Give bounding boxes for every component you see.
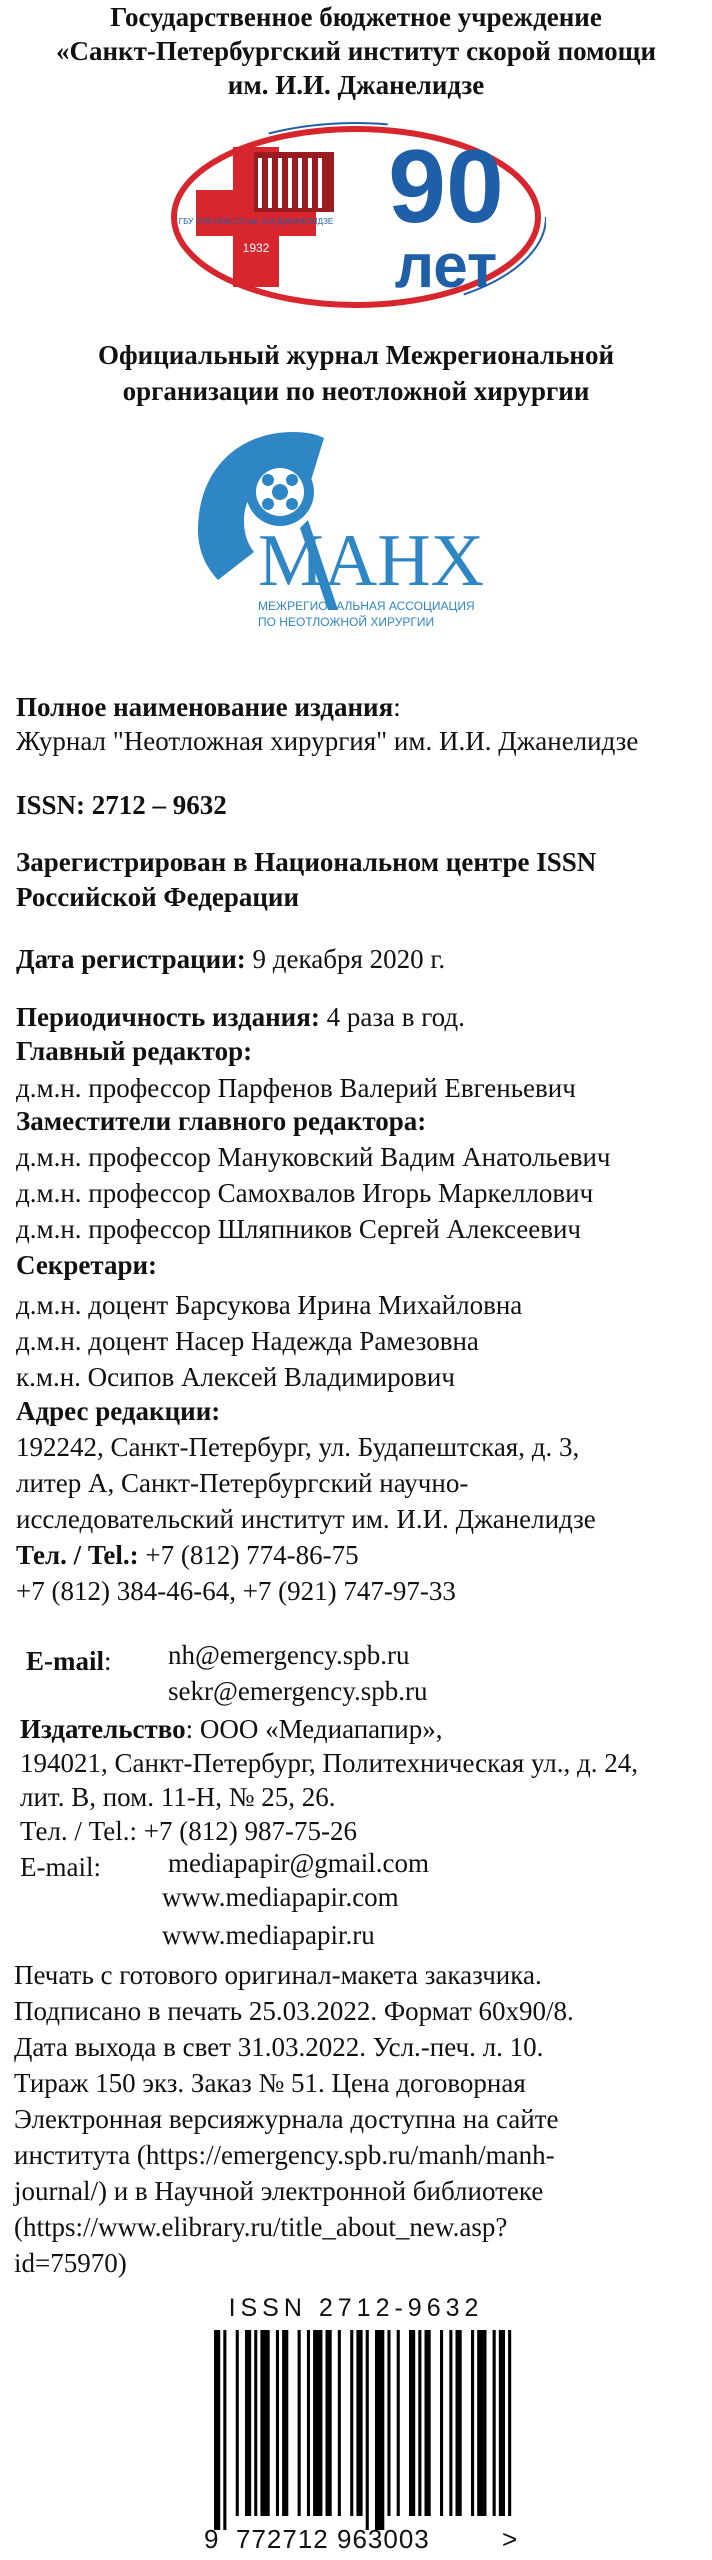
barcode-bar [366, 2330, 369, 2530]
print-line-6: института (https://emergency.spb.ru/manh/manh- [14, 2140, 555, 2170]
barcode-bar [260, 2330, 269, 2516]
building-icon [254, 152, 334, 212]
deputy-3: д.м.н. профессор Шляпников Сергей Алексеевич [16, 1214, 581, 1244]
print-line-7: journal/) и в Научной электронной библиотеке [14, 2176, 544, 2206]
barcode-bar [298, 2330, 301, 2516]
regdate-value: 9 декабря 2020 г. [252, 944, 446, 974]
barcode-bar [375, 2330, 384, 2530]
deputy-2: д.м.н. профессор Самохвалов Игорь Маркеллович [16, 1178, 594, 1208]
address-line-2: литер А, Санкт-Петербургский научно- [16, 1468, 469, 1498]
registered-line-1: Зарегистрирован в Национальном центре ISSN [16, 847, 597, 877]
barcode-bar [418, 2330, 421, 2516]
manh-title: МАНХ [258, 520, 485, 602]
barcode-digits: 772712 963003 [236, 2524, 430, 2554]
print-line-8: (https://www.elibrary.ru/title_about_new.asp? [14, 2212, 508, 2242]
publisher-address-2: лит. В, пом. 11-Н, № 25, 26. [20, 1782, 336, 1812]
publisher-row [20, 1714, 442, 1745]
secretaries-label: Секретари: [16, 1250, 158, 1280]
publisher-email-label: E-mail: [20, 1852, 101, 1882]
chief-label: Главный редактор: [16, 1036, 253, 1066]
address-line-1: 192242, Санкт-Петербург, ул. Будапештская, д. 3, [16, 1432, 580, 1462]
logo-word: лет [394, 232, 498, 301]
barcode-bar [313, 2330, 322, 2516]
barcode-bar [338, 2330, 341, 2516]
institution-line-2: «Санкт-Петербургский институт скорой помощи [55, 36, 657, 66]
publisher-label: Издательство [20, 1714, 186, 1744]
period-row [16, 1002, 465, 1033]
barcode-arrow: > [502, 2524, 518, 2554]
barcode-bar [236, 2330, 239, 2516]
issn-line: ISSN: 2712 – 9632 [16, 790, 227, 820]
barcode-bar [350, 2330, 353, 2516]
print-line-9: id=75970) [14, 2248, 127, 2278]
barcode-lead-digit: 9 [204, 2524, 219, 2554]
barcode-bar [440, 2330, 443, 2516]
barcode-bar [326, 2330, 332, 2516]
publisher-tel: Тел. / Tel.: +7 (812) 987-75-26 [20, 1816, 357, 1846]
secretary-2: д.м.н. доцент Насер Надежда Рамезовна [16, 1326, 479, 1356]
secretary-3: к.м.н. Осипов Алексей Владимирович [16, 1362, 455, 1392]
barcode-bar [425, 2330, 431, 2516]
email-1[interactable]: nh@emergency.spb.ru [168, 1640, 410, 1670]
secretary-1: д.м.н. доцент Барсукова Ирина Михайловна [16, 1290, 523, 1320]
barcode-bar [282, 2330, 288, 2516]
barcode-bar [471, 2330, 474, 2516]
barcode-bar [223, 2330, 226, 2530]
tel-label: Тел. / Tel.: [16, 1540, 139, 1570]
barcode-bar [508, 2330, 511, 2516]
publisher-email[interactable]: mediapapir@gmail.com [168, 1848, 430, 1878]
chief-value: д.м.н. профессор Парфенов Валерий Евгеньевич [16, 1073, 576, 1103]
manh-logo [188, 420, 518, 640]
publisher-address-1: 194021, Санкт-Петербург, Политехническая ул., д. 24, [20, 1748, 638, 1778]
institution-line-1: Государственное бюджетное учреждение [110, 2, 602, 32]
print-line-5: Электронная версияжурнала доступна на сайте [14, 2104, 559, 2134]
regdate-label: Дата регистрации: [16, 944, 246, 974]
barcode-bar [397, 2330, 400, 2516]
print-line-1: Печать с готового оригинал-макета заказчика. [14, 1960, 542, 1990]
tel-2: +7 (812) 384-46-64, +7 (921) 747-97-33 [16, 1576, 456, 1606]
barcode-bar [499, 2330, 505, 2516]
barcode-bar [214, 2330, 220, 2530]
tel-row [16, 1540, 359, 1571]
barcode-bar [456, 2330, 462, 2516]
print-line-3: Дата выхода в свет 31.03.2022. Усл.-печ. л. 10. [14, 2032, 544, 2062]
address-label: Адрес редакции: [16, 1396, 221, 1426]
barcode-bar [276, 2330, 279, 2516]
logo-year: 1932 [242, 241, 270, 255]
email-label-row: E-mail: [26, 1646, 112, 1676]
address-line-3: исследовательский институт им. И.И. Джанелидзе [16, 1504, 596, 1534]
barcode [200, 2330, 520, 2530]
journal-line-2: организации по неотложной хирургии [122, 376, 590, 406]
deputies-label: Заместители главного редактора: [16, 1106, 427, 1136]
barcode-bar [493, 2330, 496, 2516]
fullname-row: Полное наименование издания: [16, 692, 401, 722]
journal-line-1: Официальный журнал Межрегиональной [97, 340, 615, 370]
fullname-value: Журнал "Неотложная хирургия" им. И.И. Джанелидзе [16, 726, 639, 756]
logo-ring-text: ГБУ СПб НИИ СП им. И.И.ДЖАНЕЛИДЗЕ [178, 217, 334, 226]
logo-number: 90 [388, 129, 504, 245]
regdate-row [16, 944, 445, 975]
fullname-label: Полное наименование издания [16, 692, 394, 722]
barcode-bar [356, 2330, 362, 2516]
barcode-bar [409, 2330, 415, 2516]
barcode-issn-text: ISSN 2712-9632 [228, 2294, 484, 2322]
anniversary-90-logo [166, 122, 546, 312]
print-line-2: Подписано в печать 25.03.2022. Формат 60х90/8. [14, 1996, 574, 2026]
barcode-bar [254, 2330, 257, 2516]
manh-subtitle-2: ПО НЕОТЛОЖНОЙ ХИРУРГИИ [258, 615, 435, 629]
deputy-1: д.м.н. профессор Мануковский Вадим Анатольевич [16, 1142, 611, 1172]
barcode-bar [449, 2330, 452, 2516]
period-value: 4 раза в год. [326, 1002, 465, 1032]
barcode-bar [387, 2330, 390, 2516]
publisher-name: : ООО «Медиапапир», [185, 1714, 443, 1744]
email-2[interactable]: sekr@emergency.spb.ru [168, 1676, 428, 1706]
institution-line-3: им. И.И. Джанелидзе [227, 70, 485, 100]
manh-subtitle-1: МЕЖРЕГИОНАЛЬНАЯ АССОЦИАЦИЯ [258, 599, 475, 613]
barcode-bar [477, 2330, 486, 2516]
barcode-bar [245, 2330, 251, 2516]
registered-line-2: Российской Федерации [16, 882, 300, 912]
publisher-site-2[interactable]: www.mediapapir.ru [162, 1920, 375, 1950]
publisher-site-1[interactable]: www.mediapapir.com [162, 1882, 399, 1912]
tel-1: +7 (812) 774-86-75 [145, 1540, 359, 1570]
barcode-bar [307, 2330, 310, 2516]
period-label: Периодичность издания: [16, 1002, 320, 1032]
print-line-4: Тираж 150 экз. Заказ № 51. Цена договорная [14, 2068, 526, 2098]
email-label: E-mail [26, 1646, 104, 1676]
